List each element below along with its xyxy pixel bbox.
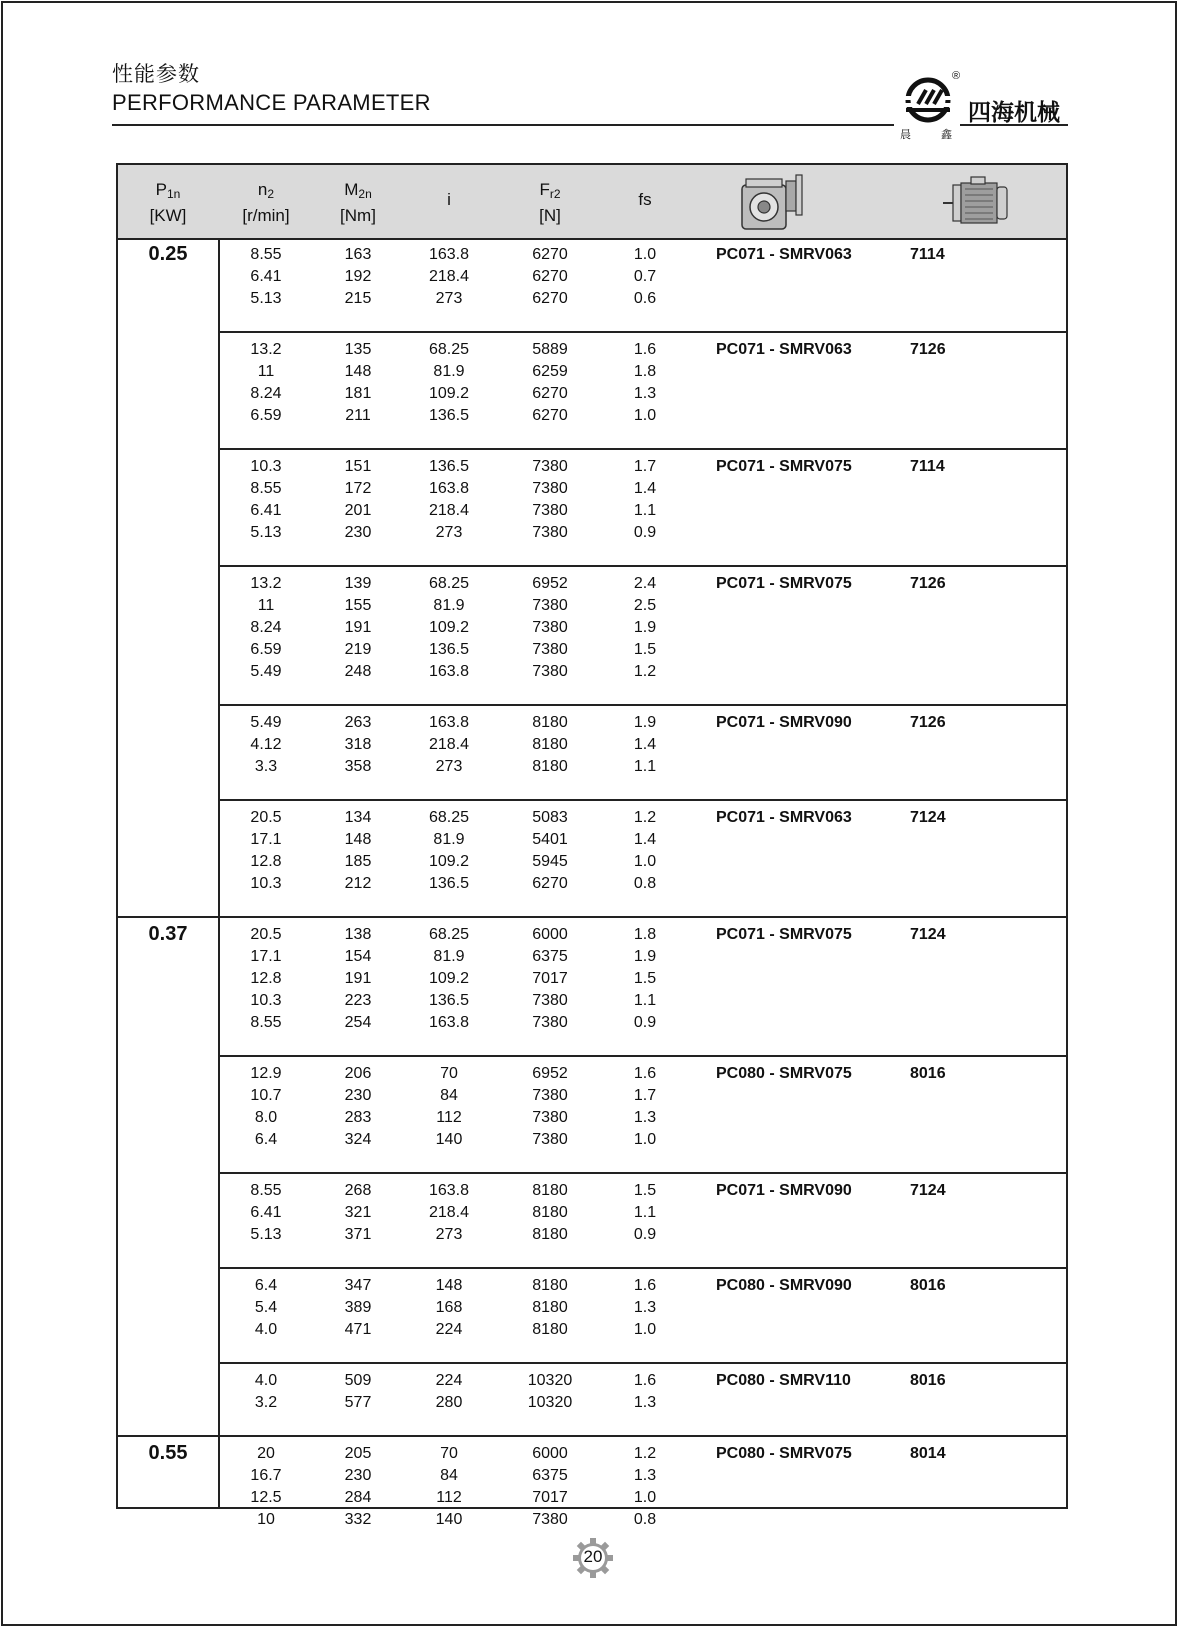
gearbox-model: PC071 - SMRV063 xyxy=(716,341,852,358)
table-cell: 6.59 xyxy=(250,641,282,658)
table-cell: 218.4 xyxy=(428,268,470,285)
table-cell: 12.5 xyxy=(250,1489,282,1506)
table-cell: 68.25 xyxy=(428,575,470,592)
table-cell: 10.7 xyxy=(250,1087,282,1104)
table-cell: 3.2 xyxy=(254,1394,278,1411)
table-cell: 136.5 xyxy=(428,458,470,475)
table-cell: 1.6 xyxy=(633,1277,657,1294)
gearbox-model: PC080 - SMRV110 xyxy=(716,1372,851,1389)
logo-subname: 晨鑫 xyxy=(900,129,982,141)
table-cell: 1.8 xyxy=(633,363,657,380)
table-cell: 1.0 xyxy=(633,407,657,424)
table-cell: 8180 xyxy=(532,1182,568,1199)
table-cell: 1.0 xyxy=(633,1489,657,1506)
table-cell: 201 xyxy=(344,502,372,519)
table-cell: 10.3 xyxy=(250,875,282,892)
table-cell: 509 xyxy=(344,1372,372,1389)
table-cell: 163.8 xyxy=(428,246,470,263)
group-separator xyxy=(218,1172,1066,1174)
table-cell: 68.25 xyxy=(428,341,470,358)
motor-code: 7124 xyxy=(910,926,946,943)
table-cell: 109.2 xyxy=(428,385,470,402)
col-header-i: i xyxy=(447,190,451,209)
table-cell: 112 xyxy=(436,1109,462,1126)
table-cell: 81.9 xyxy=(433,597,465,614)
table-cell: 68.25 xyxy=(428,926,470,943)
gearbox-model: PC071 - SMRV075 xyxy=(716,575,852,592)
group-separator xyxy=(218,448,1066,450)
table-cell: 7380 xyxy=(532,1014,568,1031)
motor-code: 7126 xyxy=(910,714,946,731)
table-cell: 1.1 xyxy=(633,502,657,519)
table-cell: 224 xyxy=(435,1372,463,1389)
table-cell: 181 xyxy=(344,385,372,402)
table-cell: 3.3 xyxy=(254,758,278,775)
table-cell: 4.0 xyxy=(254,1321,278,1338)
col-header-m2n: $M_{2n}$ [Nm] xyxy=(340,180,376,225)
table-cell: 1.9 xyxy=(633,948,657,965)
power-value: 0.37 xyxy=(148,923,188,945)
table-cell: 6.59 xyxy=(250,407,282,424)
motor-code: 8016 xyxy=(910,1372,946,1389)
table-cell: 2.5 xyxy=(633,597,657,614)
table-cell: 11 xyxy=(257,597,275,614)
table-cell: 6.4 xyxy=(254,1277,278,1294)
table-cell: 0.8 xyxy=(633,875,657,892)
motor-code: 8016 xyxy=(910,1277,946,1294)
table-cell: 8180 xyxy=(532,1299,568,1316)
table-cell: 8.0 xyxy=(254,1109,278,1126)
motor-code: 7114 xyxy=(910,246,945,263)
table-cell: 163.8 xyxy=(428,714,470,731)
table-cell: 109.2 xyxy=(428,853,470,870)
table-cell: 6270 xyxy=(532,385,568,402)
table-cell: 5.13 xyxy=(250,1226,282,1243)
table-cell: 16.7 xyxy=(250,1467,282,1484)
table-cell: 5.49 xyxy=(250,663,282,680)
group-separator xyxy=(218,799,1066,801)
table-cell: 218.4 xyxy=(428,1204,470,1221)
group-separator xyxy=(218,331,1066,333)
table-cell: 8180 xyxy=(532,1204,568,1221)
table-cell: 7380 xyxy=(532,458,568,475)
table-cell: 1.0 xyxy=(633,1321,657,1338)
table-cell: 218.4 xyxy=(428,502,470,519)
table-cell: 192 xyxy=(344,268,372,285)
table-cell: 20.5 xyxy=(250,809,282,826)
table-cell: 5401 xyxy=(532,831,568,848)
table-cell: 8180 xyxy=(532,736,568,753)
table-cell: 1.9 xyxy=(633,714,657,731)
table-cell: 20.5 xyxy=(250,926,282,943)
table-cell: 12.8 xyxy=(250,853,282,870)
table-cell: 218.4 xyxy=(428,736,470,753)
col-header-fr2: $F_{r2}$ [N] xyxy=(539,180,561,225)
table-cell: 81.9 xyxy=(433,363,465,380)
table-cell: 1.3 xyxy=(633,1109,657,1126)
table-cell: 1.6 xyxy=(633,1065,657,1082)
table-cell: 13.2 xyxy=(250,341,282,358)
group-separator xyxy=(218,1267,1066,1269)
table-cell: 318 xyxy=(344,736,372,753)
table-cell: 109.2 xyxy=(428,970,470,987)
table-cell: 347 xyxy=(344,1277,372,1294)
table-cell: 6000 xyxy=(532,926,568,943)
gearbox-model: PC071 - SMRV090 xyxy=(716,714,852,731)
table-cell: 136.5 xyxy=(428,875,470,892)
table-cell: 7380 xyxy=(532,1087,568,1104)
table-cell: 68.25 xyxy=(428,809,470,826)
page-title-en: PERFORMANCE PARAMETER xyxy=(112,90,431,115)
table-cell: 0.7 xyxy=(633,268,657,285)
table-cell: 148 xyxy=(435,1277,463,1294)
table-cell: 211 xyxy=(345,407,371,424)
table-cell: 5.13 xyxy=(250,290,282,307)
motor-code: 7126 xyxy=(910,575,946,592)
company-logo xyxy=(900,70,1070,144)
table-cell: 10.3 xyxy=(250,992,282,1009)
table-cell: 577 xyxy=(344,1394,372,1411)
table-cell: 8180 xyxy=(532,1321,568,1338)
table-cell: 7380 xyxy=(532,502,568,519)
table-cell: 1.2 xyxy=(633,663,657,680)
group-separator xyxy=(218,1055,1066,1057)
table-cell: 12.8 xyxy=(250,970,282,987)
table-cell: 8.55 xyxy=(250,1014,282,1031)
table-cell: 248 xyxy=(344,663,372,680)
table-cell: 6375 xyxy=(532,1467,568,1484)
gearbox-model: PC080 - SMRV090 xyxy=(716,1277,852,1294)
table-cell: 10.3 xyxy=(250,458,282,475)
table-cell: 7380 xyxy=(532,641,568,658)
table-cell: 191 xyxy=(344,619,372,636)
table-cell: 172 xyxy=(344,480,372,497)
table-cell: 283 xyxy=(344,1109,372,1126)
table-cell: 1.5 xyxy=(633,970,657,987)
table-cell: 148 xyxy=(344,831,372,848)
table-cell: 148 xyxy=(344,363,372,380)
table-cell: 185 xyxy=(344,853,372,870)
table-cell: 1.4 xyxy=(633,736,657,753)
table-cell: 230 xyxy=(344,1087,372,1104)
gearbox-icon xyxy=(738,173,808,233)
table-cell: 273 xyxy=(435,290,463,307)
table-cell: 163.8 xyxy=(428,480,470,497)
table-cell: 230 xyxy=(344,1467,372,1484)
table-cell: 0.9 xyxy=(633,524,657,541)
table-cell: 7380 xyxy=(532,480,568,497)
table-cell: 389 xyxy=(344,1299,372,1316)
col-header-p1n: $P_{1n}$ [KW] xyxy=(149,180,187,225)
table-cell: 7380 xyxy=(532,663,568,680)
table-cell: 1.5 xyxy=(633,641,657,658)
group-separator xyxy=(218,1362,1066,1364)
table-cell: 10320 xyxy=(527,1394,573,1411)
table-cell: 284 xyxy=(344,1489,372,1506)
table-cell: 70 xyxy=(440,1445,458,1462)
motor-icon xyxy=(943,175,1013,231)
table-cell: 1.4 xyxy=(633,480,657,497)
motor-code: 8016 xyxy=(910,1065,946,1082)
table-cell: 8.55 xyxy=(250,480,282,497)
table-cell: 215 xyxy=(344,290,372,307)
table-cell: 2.4 xyxy=(633,575,657,592)
table-cell: 6.41 xyxy=(250,502,282,519)
page-number: 20 xyxy=(583,1547,603,1566)
table-cell: 321 xyxy=(344,1204,372,1221)
table-cell: 6259 xyxy=(532,363,568,380)
logo-name: 四海机械 xyxy=(968,99,1060,125)
table-cell: 471 xyxy=(344,1321,372,1338)
table-cell: 332 xyxy=(344,1511,372,1528)
group-separator xyxy=(218,565,1066,567)
table-cell: 12.9 xyxy=(250,1065,282,1082)
performance-table xyxy=(116,163,1068,1528)
table-cell: 8.55 xyxy=(250,1182,282,1199)
table-cell: 6270 xyxy=(532,246,568,263)
table-cell: 1.8 xyxy=(633,926,657,943)
table-cell: 136.5 xyxy=(428,992,470,1009)
motor-code: 7124 xyxy=(910,809,946,826)
table-cell: 10320 xyxy=(527,1372,573,1389)
table-cell: 135 xyxy=(344,341,372,358)
motor-code: 7126 xyxy=(910,341,946,358)
table-cell: 8180 xyxy=(532,758,568,775)
table-cell: 5945 xyxy=(532,853,568,870)
table-cell: 0.6 xyxy=(633,290,657,307)
table-cell: 6270 xyxy=(532,290,568,307)
table-cell: 70 xyxy=(440,1065,458,1082)
table-cell: 5.13 xyxy=(250,524,282,541)
table-cell: 109.2 xyxy=(428,619,470,636)
gearbox-model: PC071 - SMRV063 xyxy=(716,246,852,263)
table-cell: 206 xyxy=(344,1065,372,1082)
table-cell: 136.5 xyxy=(428,407,470,424)
table-cell: 112 xyxy=(436,1489,462,1506)
table-cell: 6.41 xyxy=(250,268,282,285)
table-cell: 6.41 xyxy=(250,1204,282,1221)
gearbox-model: PC071 - SMRV075 xyxy=(716,458,852,475)
table-cell: 1.9 xyxy=(633,619,657,636)
gearbox-model: PC080 - SMRV075 xyxy=(716,1445,852,1462)
table-cell: 1.4 xyxy=(633,831,657,848)
table-cell: 154 xyxy=(344,948,372,965)
table-cell: 7017 xyxy=(532,970,568,987)
table-cell: 1.0 xyxy=(633,1131,657,1148)
table-cell: 371 xyxy=(344,1226,372,1243)
table-cell: 6952 xyxy=(532,1065,568,1082)
table-cell: 81.9 xyxy=(433,948,465,965)
page-title-cn: 性能参数 xyxy=(112,63,200,86)
table-cell: 134 xyxy=(344,809,372,826)
table-cell: 224 xyxy=(435,1321,463,1338)
table-cell: 6952 xyxy=(532,575,568,592)
table-cell: 205 xyxy=(344,1445,372,1462)
table-cell: 273 xyxy=(435,524,463,541)
table-cell: 7380 xyxy=(532,1511,568,1528)
table-cell: 81.9 xyxy=(433,831,465,848)
table-cell: 7017 xyxy=(532,1489,568,1506)
table-cell: 6375 xyxy=(532,948,568,965)
table-cell: 8.55 xyxy=(250,246,282,263)
table-cell: 11 xyxy=(257,363,275,380)
table-cell: 273 xyxy=(435,1226,463,1243)
table-cell: 230 xyxy=(344,524,372,541)
table-cell: 5889 xyxy=(532,341,568,358)
table-cell: 1.6 xyxy=(633,1372,657,1389)
table-cell: 324 xyxy=(344,1131,372,1148)
gearbox-model: PC080 - SMRV075 xyxy=(716,1065,852,1082)
table-cell: 1.7 xyxy=(633,458,657,475)
table-cell: 280 xyxy=(435,1394,463,1411)
table-cell: 168 xyxy=(435,1299,463,1316)
table-cell: 8180 xyxy=(532,1277,568,1294)
table-cell: 4.12 xyxy=(250,736,282,753)
table-cell: 1.3 xyxy=(633,1299,657,1316)
gearbox-model: PC071 - SMRV090 xyxy=(716,1182,852,1199)
table-cell: 1.3 xyxy=(633,1394,657,1411)
table-cell: 8.24 xyxy=(250,385,282,402)
table-cell: 84 xyxy=(440,1087,458,1104)
table-cell: 163.8 xyxy=(428,663,470,680)
table-cell: 7380 xyxy=(532,1131,568,1148)
table-cell: 163 xyxy=(344,246,372,263)
table-cell: 139 xyxy=(344,575,372,592)
table-cell: 20 xyxy=(257,1445,275,1462)
table-cell: 17.1 xyxy=(250,948,282,965)
table-cell: 6000 xyxy=(532,1445,568,1462)
motor-code: 7124 xyxy=(910,1182,946,1199)
table-cell: 155 xyxy=(344,597,372,614)
table-header xyxy=(118,165,1066,240)
table-cell: 140 xyxy=(435,1511,463,1528)
table-cell: 219 xyxy=(344,641,372,658)
col-header-n2: $n_2$ [r/min] xyxy=(242,180,290,225)
table-cell: 1.3 xyxy=(633,1467,657,1484)
table-cell: 6270 xyxy=(532,407,568,424)
table-cell: 138 xyxy=(344,926,372,943)
table-cell: 8.24 xyxy=(250,619,282,636)
table-cell: 163.8 xyxy=(428,1182,470,1199)
table-cell: 268 xyxy=(344,1182,372,1199)
page-number-badge xyxy=(573,1538,613,1578)
power-value: 0.55 xyxy=(148,1442,188,1464)
table-cell: 1.6 xyxy=(633,341,657,358)
table-cell: 212 xyxy=(344,875,372,892)
table-cell: 5083 xyxy=(532,809,568,826)
table-cell: 136.5 xyxy=(428,641,470,658)
table-cell: 151 xyxy=(344,458,372,475)
table-cell: 358 xyxy=(344,758,372,775)
table-cell: 191 xyxy=(344,970,372,987)
power-column-divider xyxy=(218,238,220,1507)
table-cell: 254 xyxy=(344,1014,372,1031)
group-separator xyxy=(218,704,1066,706)
table-cell: 6.4 xyxy=(254,1131,278,1148)
table-cell: 1.5 xyxy=(633,1182,657,1199)
table-cell: 1.3 xyxy=(633,385,657,402)
table-cell: 8180 xyxy=(532,1226,568,1243)
table-cell: 1.0 xyxy=(633,853,657,870)
table-cell: 0.9 xyxy=(633,1014,657,1031)
table-cell: 1.2 xyxy=(633,809,657,826)
table-cell: 6270 xyxy=(532,268,568,285)
table-cell: 1.1 xyxy=(633,1204,657,1221)
table-cell: 0.8 xyxy=(633,1511,657,1528)
gearbox-model: PC071 - SMRV075 xyxy=(716,926,852,943)
table-cell: 1.7 xyxy=(633,1087,657,1104)
power-separator xyxy=(118,916,1066,918)
power-separator xyxy=(118,1435,1066,1437)
table-cell: 1.2 xyxy=(633,1445,657,1462)
table-cell: 84 xyxy=(440,1467,458,1484)
table-cell: 5.4 xyxy=(254,1299,278,1316)
motor-code: 7114 xyxy=(910,458,945,475)
table-cell: 140 xyxy=(435,1131,463,1148)
table-cell: 1.0 xyxy=(633,246,657,263)
gearbox-model: PC071 - SMRV063 xyxy=(716,809,852,826)
table-cell: 263 xyxy=(344,714,372,731)
table-cell: 7380 xyxy=(532,597,568,614)
table-cell: 8180 xyxy=(532,714,568,731)
header-divider xyxy=(112,124,894,126)
table-cell: 163.8 xyxy=(428,1014,470,1031)
table-cell: 10 xyxy=(257,1511,275,1528)
logo-mark-icon xyxy=(900,74,960,134)
registered-mark: ® xyxy=(952,70,961,82)
table-cell: 4.0 xyxy=(254,1372,278,1389)
power-value: 0.25 xyxy=(148,243,188,265)
table-cell: 5.49 xyxy=(250,714,282,731)
table-cell: 1.1 xyxy=(633,758,657,775)
motor-code: 8014 xyxy=(910,1445,946,1462)
table-cell: 7380 xyxy=(532,1109,568,1126)
table-cell: 0.9 xyxy=(633,1226,657,1243)
table-cell: 6270 xyxy=(532,875,568,892)
table-cell: 1.1 xyxy=(633,992,657,1009)
table-cell: 17.1 xyxy=(250,831,282,848)
col-header-fs: fs xyxy=(638,190,652,209)
table-cell: 13.2 xyxy=(250,575,282,592)
table-cell: 7380 xyxy=(532,619,568,636)
table-cell: 273 xyxy=(435,758,463,775)
table-cell: 7380 xyxy=(532,992,568,1009)
table-cell: 7380 xyxy=(532,524,568,541)
table-cell: 223 xyxy=(344,992,372,1009)
